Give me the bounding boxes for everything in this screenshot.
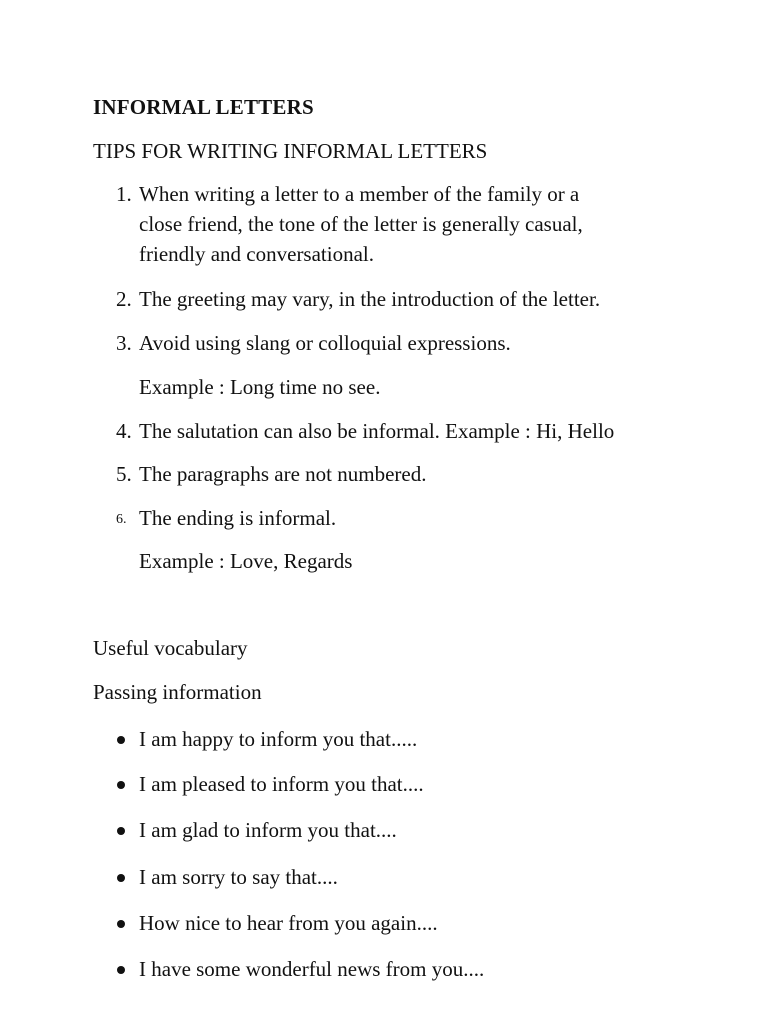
vocabulary-heading: Useful vocabulary [93,636,248,660]
tip-number: 2. [116,287,132,311]
phrase-text: I have some wonderful news from you.... [139,957,485,981]
tip-number: 5. [116,462,132,486]
tip-number: 3. [116,331,132,355]
phrase-text: I am happy to inform you that..... [139,727,418,751]
document-title: INFORMAL LETTERS [93,95,314,119]
phrase-item [93,954,713,984]
bullet-icon [117,966,125,974]
bullet-icon [117,781,125,789]
tip-line: When writing a letter to a member of the family or a [139,182,580,206]
tip-text: The greeting may vary, in the introduction of the letter. [139,287,601,311]
tip-example: Example : Long time no see. [139,375,381,399]
phrase-item [93,769,713,799]
tip-number: 4. [116,419,132,443]
phrase-item [93,815,713,845]
tip-text [139,179,699,269]
tip-number: 1. [116,182,132,206]
tip-text: The salutation can also be informal. Example : Hi, Hello [139,419,615,443]
tip-line: close friend, the tone of the letter is generally casual, [139,212,583,236]
phrase-text: I am pleased to inform you that.... [139,772,424,796]
bullet-icon [117,827,125,835]
tips-heading: TIPS FOR WRITING INFORMAL LETTERS [93,139,488,163]
phrase-item [93,724,713,754]
tip-text: The ending is informal. [139,506,337,530]
phrase-item [93,908,713,938]
bullet-icon [117,874,125,882]
phrase-text: How nice to hear from you again.... [139,911,438,935]
tip-text: The paragraphs are not numbered. [139,462,427,486]
bullet-icon [117,920,125,928]
tip-line: friendly and conversational. [139,242,374,266]
phrase-text: I am sorry to say that.... [139,865,338,889]
tip-example: Example : Love, Regards [139,549,353,573]
phrase-item [93,862,713,892]
passing-information-heading: Passing information [93,680,262,704]
phrase-text: I am glad to inform you that.... [139,818,397,842]
tip-number: 6. [116,512,127,527]
tip-text: Avoid using slang or colloquial expressions. [139,331,511,355]
bullet-icon [117,736,125,744]
